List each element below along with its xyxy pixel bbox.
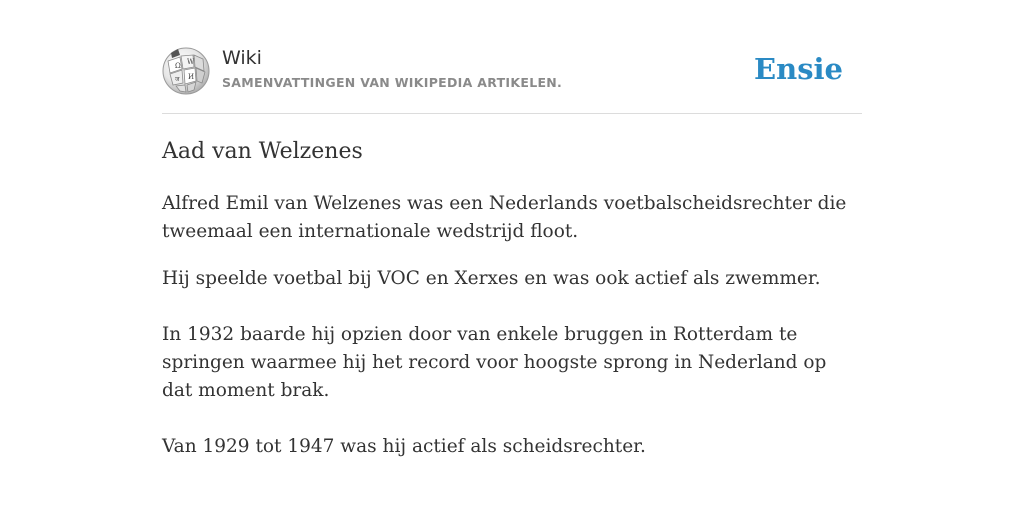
site-tagline: SAMENVATTINGEN VAN WIKIPEDIA ARTIKELEN. (222, 75, 563, 90)
article-paragraph: In 1932 baarde hij opzien door van enkele bruggen in Rotterdam te springen waarmee hij het record voor hoogste sprong in Nederland op dat moment brak. (162, 324, 827, 401)
article-body (162, 190, 862, 461)
article-paragraph: Alfred Emil van Welzenes was een Nederlands voetbalscheidsrechter die tweemaal een internationale wedstrijd floot. (162, 193, 847, 242)
svg-text:Ω: Ω (175, 62, 181, 70)
ensie-brand-logo[interactable]: Ensie (754, 52, 843, 86)
svg-text:W: W (187, 58, 195, 66)
site-header (162, 40, 862, 114)
article-paragraph: Hij speelde voetbal bij VOC en Xerxes en was ook actief als zwemmer. (162, 268, 821, 289)
svg-text:ज: ज (175, 76, 180, 83)
svg-text:И: И (188, 73, 195, 81)
article (162, 136, 862, 461)
article-title: Aad van Welzenes (162, 139, 363, 164)
article-paragraph: Van 1929 tot 1947 was hij actief als scheidsrechter. (162, 436, 646, 457)
wikipedia-globe-icon[interactable] (162, 47, 210, 95)
site-title[interactable]: Wiki (222, 47, 262, 69)
